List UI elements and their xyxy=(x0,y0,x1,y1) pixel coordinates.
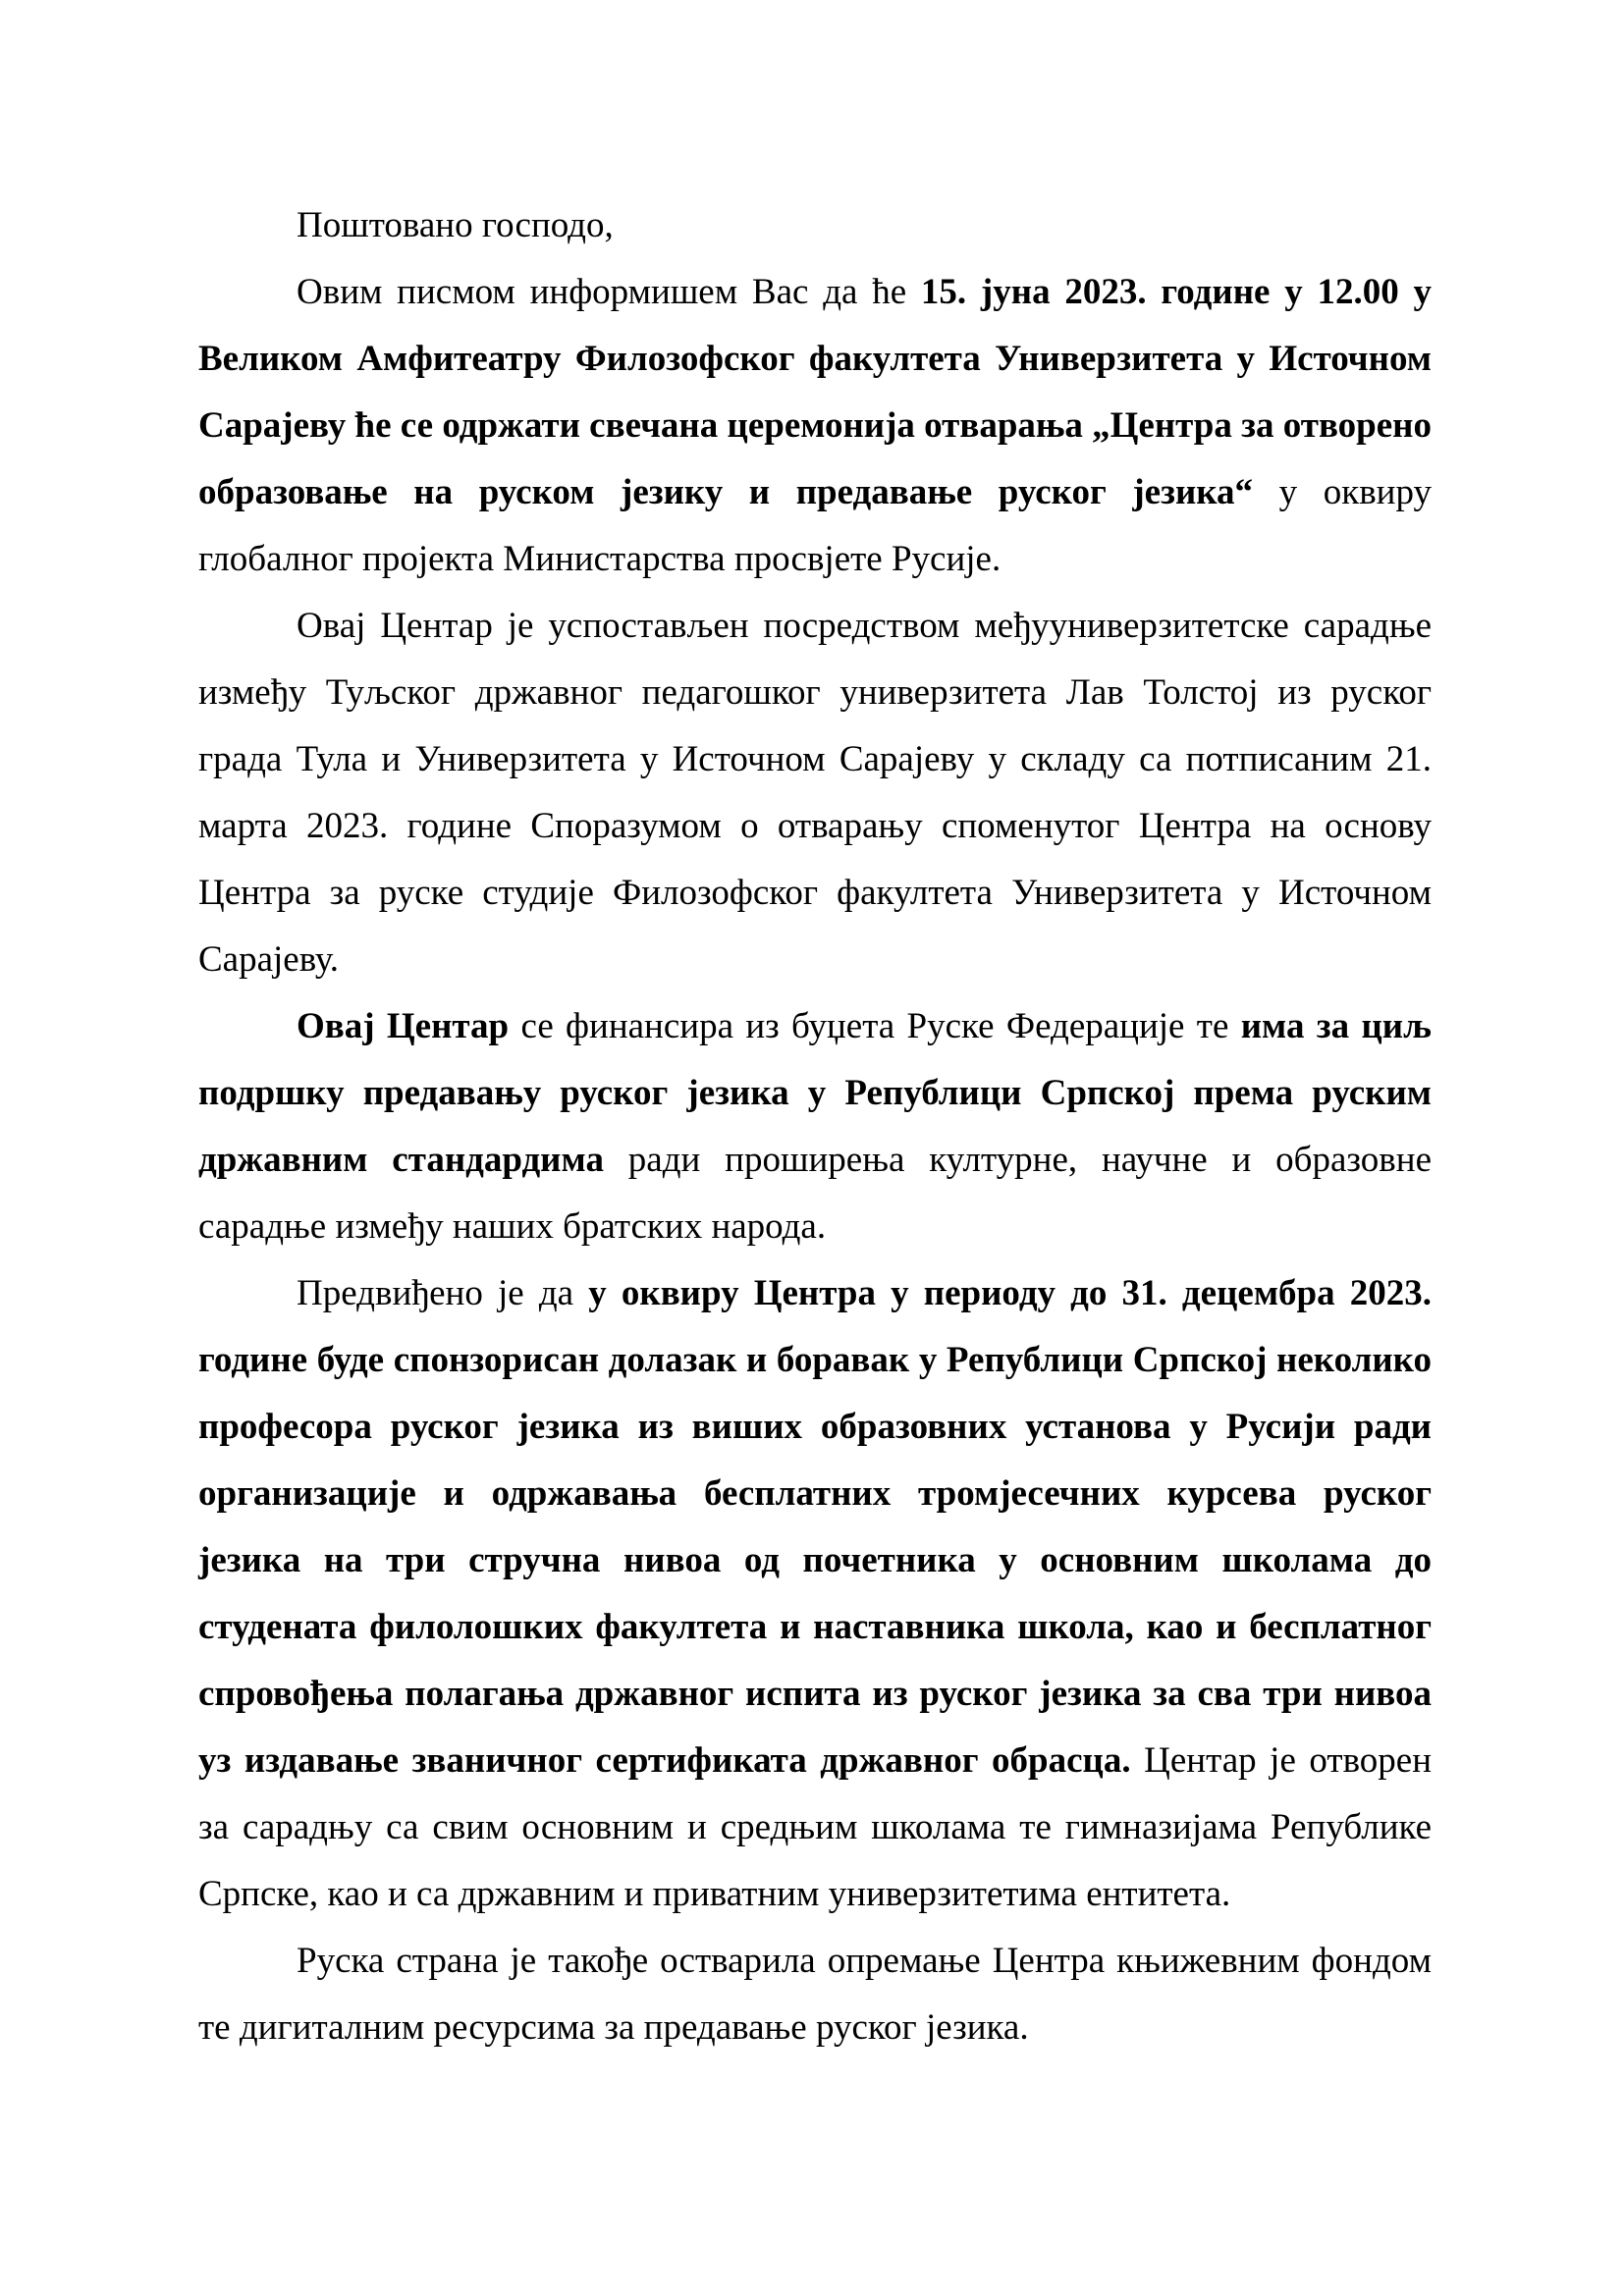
paragraph-1-text-2: у оквиру глобалног пројекта Министарства просвјете Русије. xyxy=(198,472,1432,579)
letter-body xyxy=(198,192,1432,2061)
paragraph-4-text-2: Центар је отворен за сарадњу са свим основним и средњим школама те гимназијама Републике Српске, као и са државним и приватним универзитетима ентитета. xyxy=(198,1740,1433,1914)
paragraph-1-bold-1: 15. јуна 2023. године у 12.00 у Великом Амфитеатру Филозофског факултета Универзитета у Источном Сарајеву ће се одржати свечана церемонија отварања „Центра за отворено образовање на руском језику и предавање руског језика“ xyxy=(198,272,1432,512)
paragraph-1 xyxy=(198,259,1432,593)
paragraph-5: Руска страна је такође остварила опремање Центра књижевним фондом те дигиталним ресурсима за предавање руског језика. xyxy=(198,1941,1432,2048)
paragraph-3-bold-1: Овај Центар xyxy=(297,1006,510,1046)
greeting: Поштовано господо, xyxy=(297,205,614,245)
paragraph-4-bold-1: у оквиру Центра у периоду до 31. децембра 2023. године буде спонзорисан долазак и боравак у Републици Српској неколико професора руског језика из виших образовних установа у Русији ради организације и одржавања бесплатних тромјесечних курсева руског језика на три стручна нивоа од почетника у основним школама до студената филолошких факултета и наставника школа, као и бесплатног спровођења полагања државног испита из руског језика за сва три нивоа уз издавање званичног сертификата државног обрасца. xyxy=(198,1273,1432,1781)
paragraph-2: Овај Центар је успостављен посредством међууниверзитетске сарадње између Туљског државног педагошког универзитета Лав Толстој из руског града Тула и Универзитета у Источном Сарајеву у складу са потписаним 21. марта 2023. године Споразумом о отварању споменутог Центра на основу Центра за руске студије Филозофског факултета Универзитета у Источном Сарајеву. xyxy=(198,606,1432,980)
paragraph-3-text-1: се финансира из буџета Руске Федерације те xyxy=(509,1006,1241,1046)
paragraph-1-text-1: Овим писмом информишем Вас да ће xyxy=(297,272,921,312)
paragraph-4 xyxy=(198,1260,1432,1928)
paragraph-3-bold-2: има за циљ подршку предавању руског језика у Републици Српској према руским државним стандардима xyxy=(198,1006,1432,1180)
paragraph-4-text-1: Предвиђено је да xyxy=(297,1273,589,1313)
paragraph-3-text-2: ради проширења културне, научне и образовне сарадње између наших братских народа. xyxy=(198,1140,1432,1247)
paragraph-3 xyxy=(198,993,1432,1260)
